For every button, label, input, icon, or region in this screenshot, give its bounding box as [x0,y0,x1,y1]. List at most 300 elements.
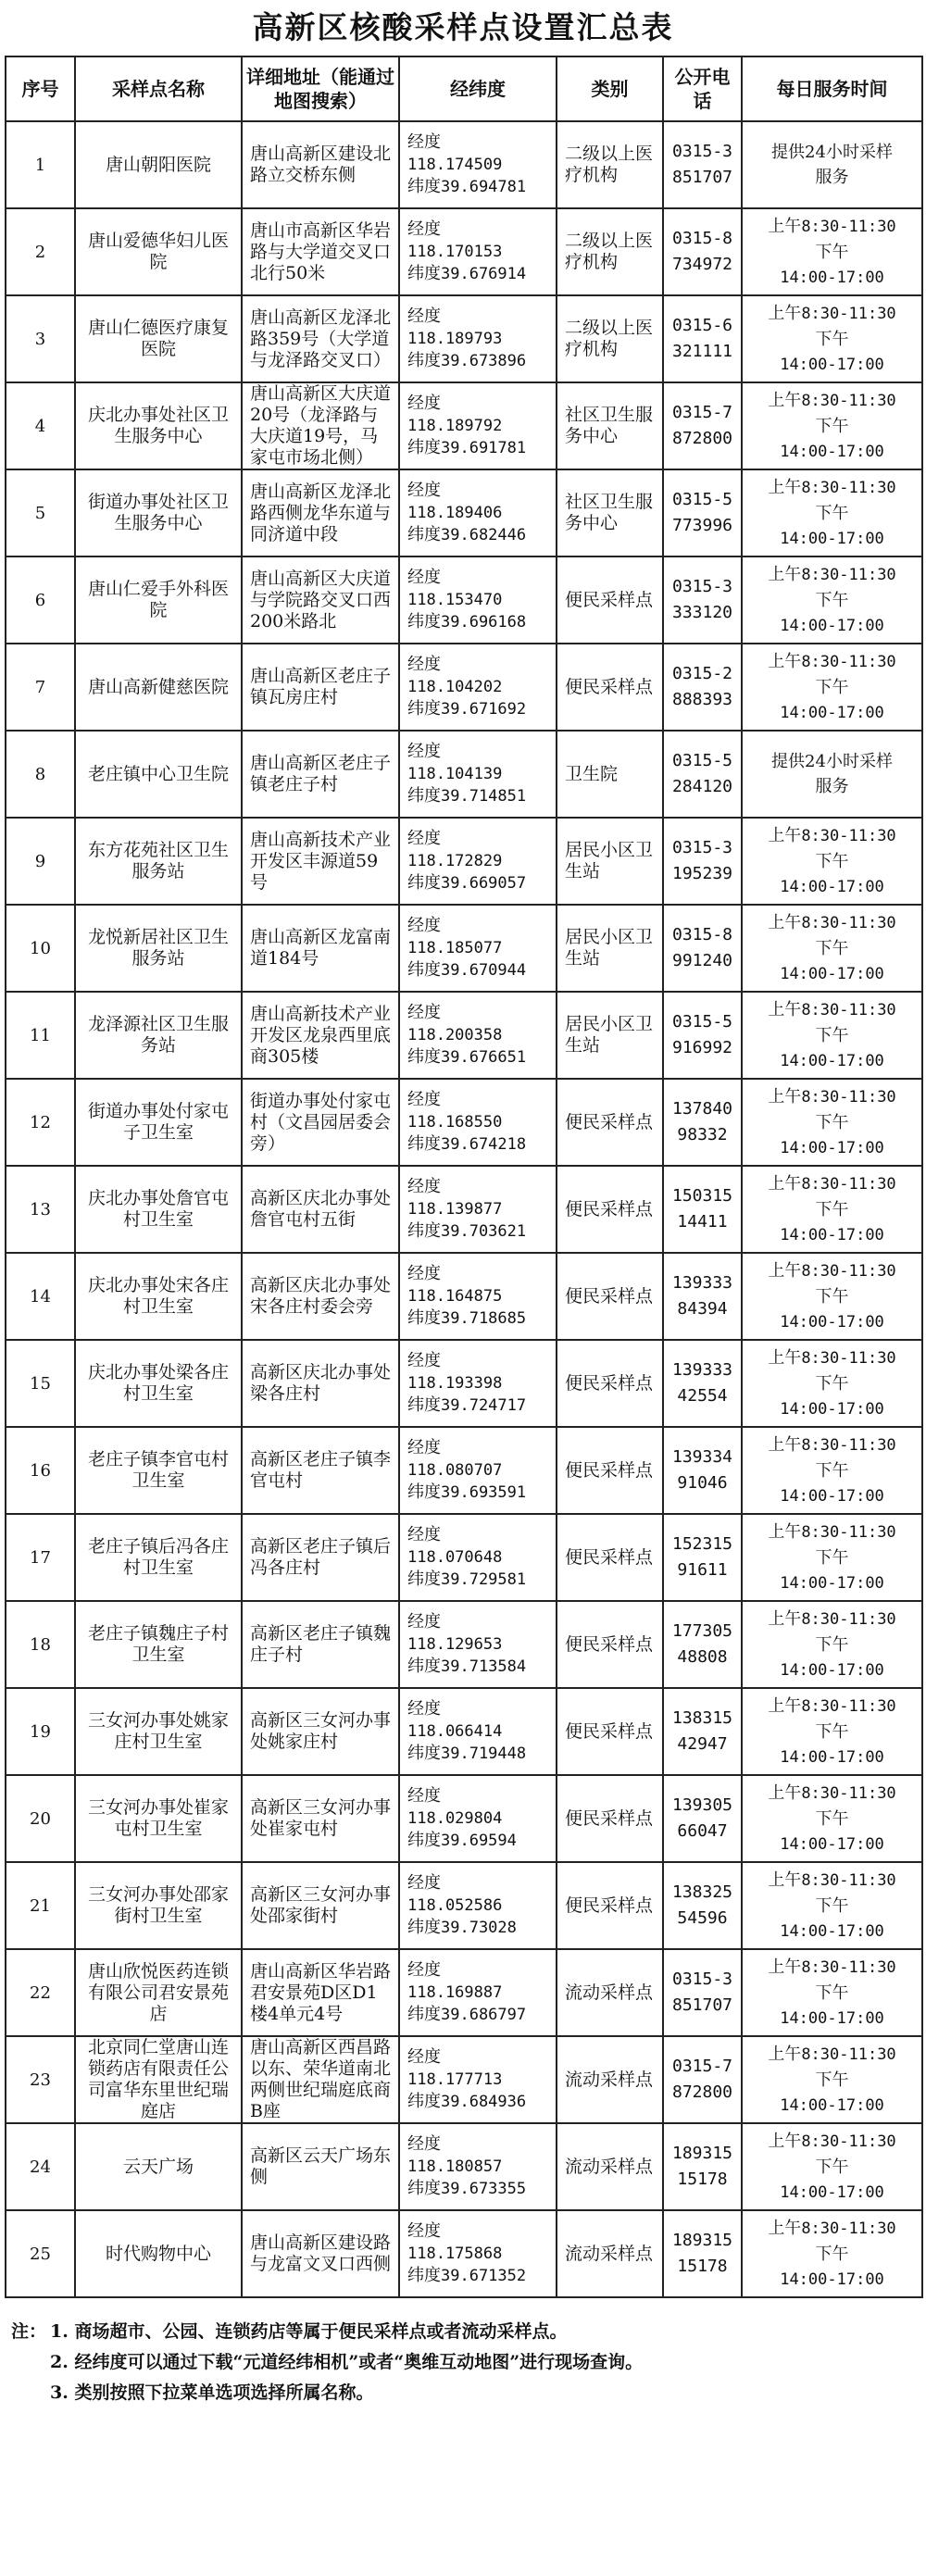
lat-label: 纬度 [407,2005,441,2024]
site-phone [663,208,742,295]
lng-value: 118.168550 [407,1113,503,1132]
site-category: 二级以上医疗机构 [557,121,663,208]
phone-part: 333120 [671,603,733,622]
site-category: 便民采样点 [557,1340,663,1427]
lng-label: 经度 [407,916,441,935]
site-category: 便民采样点 [557,1427,663,1514]
phone-part: 916992 [671,1038,733,1057]
site-phone [663,469,742,556]
site-address: 高新区老庄子镇李官屯村 [242,1427,399,1514]
service-hours [742,644,922,731]
phone-part: 0315-2 [671,664,733,683]
lat-label: 纬度 [407,699,441,719]
site-address: 唐山高新区龙泽北路西侧龙华东道与同济道中段 [242,469,399,556]
lng-value: 118.185077 [407,939,503,957]
site-address: 高新区老庄子镇后冯各庄村 [242,1514,399,1601]
site-name: 唐山爱德华妇儿医院 [75,208,242,295]
header-name: 采样点名称 [75,56,242,121]
am-time: 8:30-11:30 [801,391,896,410]
lat-label: 纬度 [407,438,441,457]
site-name: 老庄镇中心卫生院 [75,731,242,818]
am-label: 上午 [768,1957,802,1977]
site-address: 高新区三女河办事处姚家庄村 [242,1688,399,1775]
service-hours [742,1601,922,1688]
pm-time: 14:00-17:00 [780,1921,884,1941]
lat-label: 纬度 [407,1047,441,1067]
site-address: 高新区庆北办事处詹官屯村五街 [242,1166,399,1253]
lng-value: 118.189792 [407,417,503,435]
pm-label: 下午 [815,938,849,958]
table-row [6,1775,922,1862]
footnote-line [11,2347,926,2378]
site-address: 唐山高新区华岩路君安景苑D区D1楼4单元4号 [242,1949,399,2036]
service-hours [742,2123,922,2210]
site-address: 高新区三女河办事处邵家街村 [242,1862,399,1949]
phone-part: 139334 [671,1447,733,1467]
hours-line: 提供24小时采样 [771,143,893,162]
service-hours [742,1949,922,2036]
site-name: 老庄子镇后冯各庄村卫生室 [75,1514,242,1601]
phone-part: 138325 [671,1882,733,1902]
table-row [6,1601,922,1688]
site-category: 流动采样点 [557,2123,663,2210]
pm-label: 下午 [815,329,849,349]
am-label: 上午 [768,1260,802,1281]
lng-value: 118.070648 [407,1548,503,1567]
site-coords [399,121,557,208]
site-address: 唐山高新区龙富南道184号 [242,905,399,992]
phone-part: 66047 [677,1821,728,1841]
site-name: 东方花苑社区卫生服务站 [75,818,242,905]
lng-label: 经度 [407,1873,441,1893]
lat-value: 39.684936 [441,2093,527,2111]
site-phone [663,1514,742,1601]
phone-part: 0315-5 [671,751,733,770]
footnote-line [11,2378,926,2408]
lat-value: 39.671352 [441,2267,527,2285]
lat-label: 纬度 [407,2179,441,2198]
lng-label: 经度 [407,1438,441,1457]
phone-part: 0315-8 [671,229,733,248]
pm-label: 下午 [815,2157,849,2177]
table-row [6,382,922,469]
lng-value: 118.174509 [407,156,503,174]
row-seq: 13 [6,1166,75,1253]
lat-value: 39.694781 [441,178,527,196]
lat-label: 纬度 [407,1569,441,1589]
phone-part: 851707 [671,168,733,187]
am-label: 上午 [768,1521,802,1542]
site-coords [399,1166,557,1253]
lat-label: 纬度 [407,1831,441,1850]
site-address: 高新区老庄子镇魏庄子村 [242,1601,399,1688]
lat-label: 纬度 [407,1918,441,1937]
lng-value: 118.200358 [407,1026,503,1044]
lng-value: 118.080707 [407,1461,503,1480]
am-time: 8:30-11:30 [801,2219,896,2238]
service-hours [742,556,922,644]
table-row [6,644,922,731]
lat-value: 39.682446 [441,526,527,544]
phone-part: 177305 [671,1621,733,1641]
page-title: 高新区核酸采样点设置汇总表 [252,9,674,45]
pm-label: 下午 [815,1547,849,1568]
site-phone [663,1775,742,1862]
am-label: 上午 [768,1173,802,1194]
am-label: 上午 [768,390,802,410]
am-time: 8:30-11:30 [801,1261,896,1281]
sampling-sites-table [5,56,923,2298]
service-hours [742,1166,922,1253]
site-category: 社区卫生服务中心 [557,382,663,469]
phone-part: 14411 [677,1212,728,1232]
site-category: 便民采样点 [557,1601,663,1688]
site-name: 三女河办事处姚家庄村卫生室 [75,1688,242,1775]
lat-label: 纬度 [407,2266,441,2285]
pm-label: 下午 [815,1721,849,1742]
service-hours [742,469,922,556]
phone-part: 15178 [677,2257,728,2276]
am-time: 8:30-11:30 [801,826,896,845]
phone-part: 991240 [671,951,733,970]
am-label: 上午 [768,564,802,584]
service-hours [742,1688,922,1775]
site-coords [399,1688,557,1775]
pm-time: 14:00-17:00 [780,1486,884,1506]
table-row [6,2036,922,2123]
site-name: 唐山仁德医疗康复医院 [75,295,242,382]
lng-label: 经度 [407,1003,441,1022]
am-label: 上午 [768,2218,802,2238]
phone-part: 0315-5 [671,1012,733,1032]
am-time: 8:30-11:30 [801,304,896,323]
site-name: 三女河办事处崔家屯村卫生室 [75,1775,242,1862]
service-hours [742,121,922,208]
lng-label: 经度 [407,1264,441,1283]
site-coords [399,992,557,1079]
header-coords: 经纬度 [399,56,557,121]
lat-value: 39.696168 [441,613,527,631]
table-row [6,2123,922,2210]
phone-part: 0315-5 [671,490,733,509]
service-hours [742,731,922,818]
site-address: 唐山高新区西昌路以东、荣华道南北两侧世纪瑞庭底商B座 [242,2036,399,2123]
lng-label: 经度 [407,742,441,761]
lng-value: 118.189793 [407,330,503,348]
phone-part: 872800 [671,2082,733,2102]
lng-label: 经度 [407,306,441,326]
lat-label: 纬度 [407,1482,441,1502]
site-category: 便民采样点 [557,1253,663,1340]
hours-line: 服务 [815,777,849,796]
site-category: 流动采样点 [557,1949,663,2036]
row-seq: 8 [6,731,75,818]
phone-part: 0315-3 [671,838,733,857]
table-row [6,469,922,556]
service-hours [742,1340,922,1427]
phone-part: 91611 [677,1560,728,1580]
site-coords [399,818,557,905]
site-address: 唐山高新区老庄子镇瓦房庄村 [242,644,399,731]
am-time: 8:30-11:30 [801,2132,896,2151]
site-category: 便民采样点 [557,1688,663,1775]
lat-label: 纬度 [407,612,441,631]
site-coords [399,2036,557,2123]
service-hours [742,295,922,382]
am-label: 上午 [768,999,802,1019]
pm-time: 14:00-17:00 [780,2270,884,2289]
pm-label: 下午 [815,1112,849,1132]
site-phone [663,1166,742,1253]
phone-part: 888393 [671,690,733,709]
lng-label: 经度 [407,1699,441,1719]
lat-value: 39.670944 [441,961,527,980]
site-name: 庆北办事处梁各庄村卫生室 [75,1340,242,1427]
site-name: 庆北办事处宋各庄村卫生室 [75,1253,242,1340]
lng-value: 118.172829 [407,852,503,870]
pm-time: 14:00-17:00 [780,355,884,374]
lng-label: 经度 [407,481,441,500]
am-time: 8:30-11:30 [801,1870,896,1890]
site-phone [663,1427,742,1514]
table-row [6,1862,922,1949]
lng-value: 118.170153 [407,243,503,261]
site-address: 唐山高新区龙泽北路359号（大学道与龙泽路交叉口） [242,295,399,382]
lng-value: 118.029804 [407,1809,503,1828]
site-coords [399,556,557,644]
site-coords [399,2123,557,2210]
site-address: 唐山市高新区华岩路与大学道交叉口北行50米 [242,208,399,295]
site-phone [663,1688,742,1775]
phone-part: 195239 [671,864,733,883]
pm-label: 下午 [815,590,849,610]
site-address: 街道办事处付家屯村（文昌园居委会旁） [242,1079,399,1166]
service-hours [742,208,922,295]
lat-label: 纬度 [407,2092,441,2111]
am-time: 8:30-11:30 [801,1000,896,1019]
table-row [6,818,922,905]
pm-time: 14:00-17:00 [780,442,884,461]
phone-part: 0315-6 [671,316,733,335]
phone-part: 54596 [677,1908,728,1928]
pm-label: 下午 [815,1634,849,1655]
lng-value: 118.129653 [407,1635,503,1654]
hours-line: 提供24小时采样 [771,752,893,771]
am-label: 上午 [768,2044,802,2064]
lat-label: 纬度 [407,264,441,283]
footnote-line [11,2317,926,2347]
footnote-text: 3. 类别按照下拉菜单选项选择所属名称。 [50,2382,374,2403]
table-row [6,992,922,1079]
site-phone [663,905,742,992]
phone-part: 0315-7 [671,403,733,422]
row-seq: 11 [6,992,75,1079]
site-phone [663,2210,742,2297]
lng-label: 经度 [407,2221,441,2241]
pm-time: 14:00-17:00 [780,1225,884,1244]
row-seq: 23 [6,2036,75,2123]
site-name: 庆北办事处社区卫生服务中心 [75,382,242,469]
am-label: 上午 [768,1869,802,1890]
am-label: 上午 [768,651,802,671]
pm-time: 14:00-17:00 [780,1399,884,1419]
lat-value: 39.729581 [441,1570,527,1589]
site-coords [399,1427,557,1514]
lat-value: 39.669057 [441,874,527,893]
lat-label: 纬度 [407,351,441,370]
site-category: 卫生院 [557,731,663,818]
pm-label: 下午 [815,1982,849,2003]
site-category: 流动采样点 [557,2210,663,2297]
site-phone [663,1253,742,1340]
site-phone [663,1340,742,1427]
row-seq: 5 [6,469,75,556]
service-hours [742,1427,922,1514]
site-phone [663,2123,742,2210]
lat-label: 纬度 [407,1308,441,1328]
pm-label: 下午 [815,1286,849,1307]
lat-label: 纬度 [407,873,441,893]
phone-part: 189315 [671,2231,733,2250]
pm-time: 14:00-17:00 [780,1312,884,1332]
lng-value: 118.169887 [407,1983,503,2002]
site-coords [399,208,557,295]
lng-value: 118.104139 [407,765,503,783]
site-address: 唐山高新区大庆道与学院路交叉口西200米路北 [242,556,399,644]
lat-label: 纬度 [407,960,441,980]
row-seq: 9 [6,818,75,905]
service-hours [742,382,922,469]
lng-label: 经度 [407,568,441,587]
site-coords [399,1862,557,1949]
site-address: 高新区庆北办事处梁各庄村 [242,1340,399,1427]
phone-part: 773996 [671,516,733,535]
am-label: 上午 [768,912,802,932]
lat-value: 39.686797 [441,2006,527,2024]
phone-part: 139333 [671,1360,733,1380]
phone-part: 84394 [677,1299,728,1319]
am-label: 上午 [768,216,802,236]
phone-part: 48808 [677,1647,728,1667]
table-row [6,121,922,208]
table-row [6,1340,922,1427]
site-name: 云天广场 [75,2123,242,2210]
lng-label: 经度 [407,655,441,674]
phone-part: 0315-3 [671,1970,733,1989]
site-phone [663,295,742,382]
row-seq: 21 [6,1862,75,1949]
lat-value: 39.719448 [441,1744,527,1763]
lat-value: 39.676914 [441,265,527,283]
pm-label: 下午 [815,851,849,871]
lat-label: 纬度 [407,1657,441,1676]
lat-label: 纬度 [407,525,441,544]
lng-label: 经度 [407,1612,441,1632]
lat-value: 39.703621 [441,1222,527,1241]
am-label: 上午 [768,1608,802,1629]
site-phone [663,731,742,818]
am-time: 8:30-11:30 [801,913,896,932]
am-label: 上午 [768,1086,802,1107]
am-label: 上午 [768,477,802,497]
am-time: 8:30-11:30 [801,1348,896,1368]
site-phone [663,992,742,1079]
lat-value: 39.676651 [441,1048,527,1067]
site-name: 北京同仁堂唐山连锁药店有限责任公司富华东里世纪瑞庭店 [75,2036,242,2123]
pm-time: 14:00-17:00 [780,2008,884,2028]
am-time: 8:30-11:30 [801,1435,896,1455]
phone-part: 0315-7 [671,2057,733,2076]
lat-value: 39.714851 [441,787,527,806]
site-address: 唐山高新区建设路与龙富文叉口西侧 [242,2210,399,2297]
site-name: 唐山朝阳医院 [75,121,242,208]
site-phone [663,2036,742,2123]
phone-part: 15178 [677,2170,728,2189]
site-phone [663,1949,742,2036]
lng-label: 经度 [407,1786,441,1806]
row-seq: 15 [6,1340,75,1427]
am-label: 上午 [768,2131,802,2151]
phone-part: 872800 [671,429,733,448]
phone-part: 138315 [671,1708,733,1728]
site-phone [663,644,742,731]
row-seq: 3 [6,295,75,382]
pm-time: 14:00-17:00 [780,1834,884,1854]
row-seq: 18 [6,1601,75,1688]
pm-label: 下午 [815,2070,849,2090]
table-row [6,1427,922,1514]
footnote-text: 2. 经纬度可以通过下载“元道经纬相机”或者“奥维互动地图”进行现场查询。 [50,2352,644,2372]
am-time: 8:30-11:30 [801,1174,896,1194]
lng-value: 118.189406 [407,504,503,522]
row-seq: 17 [6,1514,75,1601]
site-name: 龙泽源社区卫生服务站 [75,992,242,1079]
phone-part: 91046 [677,1473,728,1493]
header-phone: 公开电话 [663,56,742,121]
table-row [6,1514,922,1601]
lng-value: 118.177713 [407,2070,503,2089]
site-coords [399,295,557,382]
am-time: 8:30-11:30 [801,1696,896,1716]
site-category: 便民采样点 [557,1166,663,1253]
am-label: 上午 [768,1347,802,1368]
lng-value: 118.153470 [407,591,503,609]
am-time: 8:30-11:30 [801,1783,896,1803]
pm-label: 下午 [815,2244,849,2264]
lng-label: 经度 [407,1177,441,1196]
site-name: 老庄子镇魏庄子村卫生室 [75,1601,242,1688]
phone-part: 137840 [671,1099,733,1119]
lng-label: 经度 [407,394,441,413]
lng-value: 118.180857 [407,2157,503,2176]
row-seq: 12 [6,1079,75,1166]
site-category: 便民采样点 [557,644,663,731]
lng-label: 经度 [407,132,441,152]
site-phone [663,121,742,208]
pm-time: 14:00-17:00 [780,703,884,722]
site-category: 便民采样点 [557,1514,663,1601]
lng-value: 118.164875 [407,1287,503,1306]
pm-time: 14:00-17:00 [780,1051,884,1070]
lat-label: 纬度 [407,1395,441,1415]
lat-label: 纬度 [407,786,441,806]
site-address: 高新区三女河办事处崔家屯村 [242,1775,399,1862]
site-phone [663,1601,742,1688]
row-seq: 19 [6,1688,75,1775]
site-category: 居民小区卫生站 [557,818,663,905]
am-time: 8:30-11:30 [801,217,896,236]
am-label: 上午 [768,303,802,323]
